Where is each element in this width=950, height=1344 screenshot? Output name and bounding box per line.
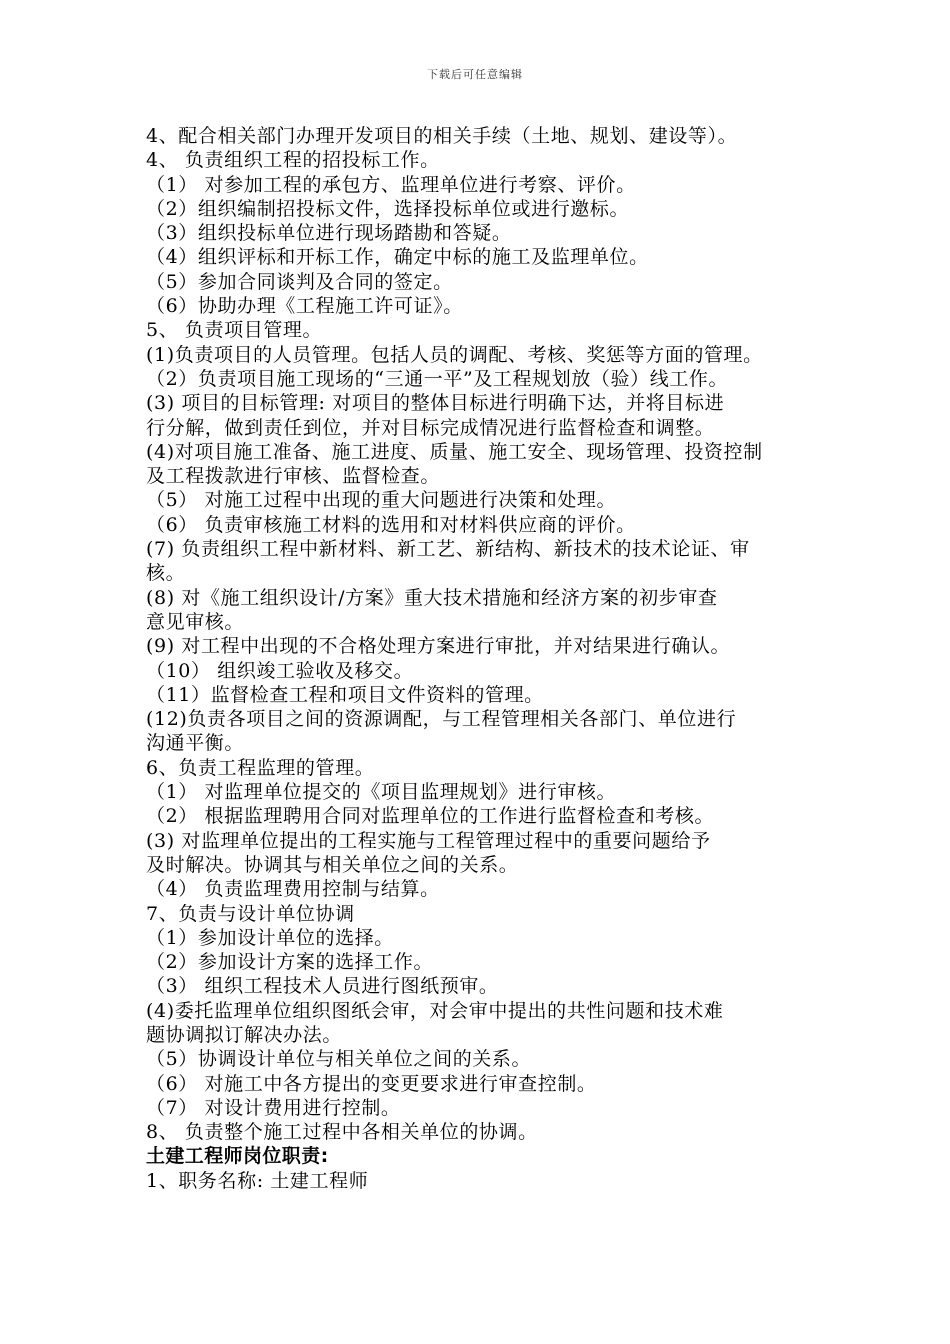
text-line: 及工程拨款进行审核、监督检查。 <box>146 465 441 488</box>
page-header-note: 下载后可任意编辑 <box>427 68 523 81</box>
text-line: (12)负责各项目之间的资源调配，与工程管理相关各部门、单位进行 <box>146 708 737 731</box>
text-line: （4）组织评标和开标工作，确定中标的施工及监理单位。 <box>146 246 649 269</box>
text-line: 4、配合相关部门办理开发项目的相关手续（土地、规划、建设等）。 <box>146 125 738 147</box>
text-line: （3）组织投标单位进行现场踏勘和答疑。 <box>146 222 512 245</box>
text-line: （2） 根据监理聘用合同对监理单位的工作进行监督检查和考核。 <box>146 805 715 828</box>
text-line: (8) 对《施工组织设计/方案》重大技术措施和经济方案的初步审查 <box>146 586 718 609</box>
text-line: （4） 负责监理费用控制与结算。 <box>146 878 440 901</box>
text-line: 行分解，做到责任到位，并对目标完成情况进行监督检查和调整。 <box>146 416 715 439</box>
text-line: (1)负责项目的人员管理。包括人员的调配、考核、奖惩等方面的管理。 <box>146 343 763 366</box>
text-line: 1、职务名称: 土建工程师 <box>146 1169 369 1192</box>
text-line: （2）参加设计方案的选择工作。 <box>146 951 434 974</box>
text-line: 意见审核。 <box>146 610 245 633</box>
text-line: （5） 对施工过程中出现的重大问题进行决策和处理。 <box>146 489 617 512</box>
text-line: (7) 负责组织工程中新材料、新工艺、新结构、新技术的技术论证、审 <box>146 538 750 561</box>
text-line: （1） 对监理单位提交的《项目监理规划》进行审核。 <box>146 781 617 804</box>
text-line: （5）参加合同谈判及合同的签定。 <box>146 270 453 293</box>
text-line: 题协调拟订解决办法。 <box>146 1023 343 1046</box>
text-line: （10） 组织竣工验收及移交。 <box>146 659 414 682</box>
text-line: (4)委托监理单位组织图纸会审，对会审中提出的共性问题和技术难 <box>146 999 724 1022</box>
text-line: (9) 对工程中出现的不合格处理方案进行审批，并对结果进行确认。 <box>146 635 731 658</box>
text-line: (3) 对监理单位提出的工程实施与工程管理过程中的重要问题给予 <box>146 829 711 852</box>
text-line: 7、负责与设计单位协调 <box>146 902 355 925</box>
text-line: (4)对项目施工准备、施工进度、质量、施工安全、现场管理、投资控制 <box>146 440 763 463</box>
text-line: （6）协助办理《工程施工许可证》。 <box>146 295 463 318</box>
text-line: （2）组织编制招投标文件，选择投标单位或进行邀标。 <box>146 197 630 220</box>
text-line: 及时解决。协调其与相关单位之间的关系。 <box>146 853 519 876</box>
text-line: （11）监督检查工程和项目文件资料的管理。 <box>146 683 544 706</box>
text-line: 4、 负责组织工程的招投标工作。 <box>146 149 440 172</box>
text-line: 8、 负责整个施工过程中各相关单位的协调。 <box>146 1121 538 1144</box>
text-line: （2）负责项目施工现场的“三通一平”及工程规划放（验）线工作。 <box>146 367 729 390</box>
text-line: （6） 负责审核施工材料的选用和对材料供应商的评价。 <box>146 513 636 536</box>
section-heading: 土建工程师岗位职责: <box>146 1145 329 1168</box>
text-line: （5）协调设计单位与相关单位之间的关系。 <box>146 1048 532 1071</box>
text-line: 5、 负责项目管理。 <box>146 319 323 342</box>
text-line: 核。 <box>146 562 186 585</box>
text-line: （3） 组织工程技术人员进行图纸预审。 <box>146 975 499 998</box>
document-body <box>146 124 826 1193</box>
text-line: （1）参加设计单位的选择。 <box>146 926 394 949</box>
text-line: 沟通平衡。 <box>146 732 245 755</box>
text-line: （7） 对设计费用进行控制。 <box>146 1096 401 1119</box>
text-line: （1） 对参加工程的承包方、监理单位进行考察、评价。 <box>146 173 636 196</box>
text-line: （6） 对施工中各方提出的变更要求进行审查控制。 <box>146 1072 597 1095</box>
text-line: (3) 项目的目标管理: 对项目的整体目标进行明确下达，并将目标进 <box>146 392 725 415</box>
text-line: 6、负责工程监理的管理。 <box>146 756 375 779</box>
